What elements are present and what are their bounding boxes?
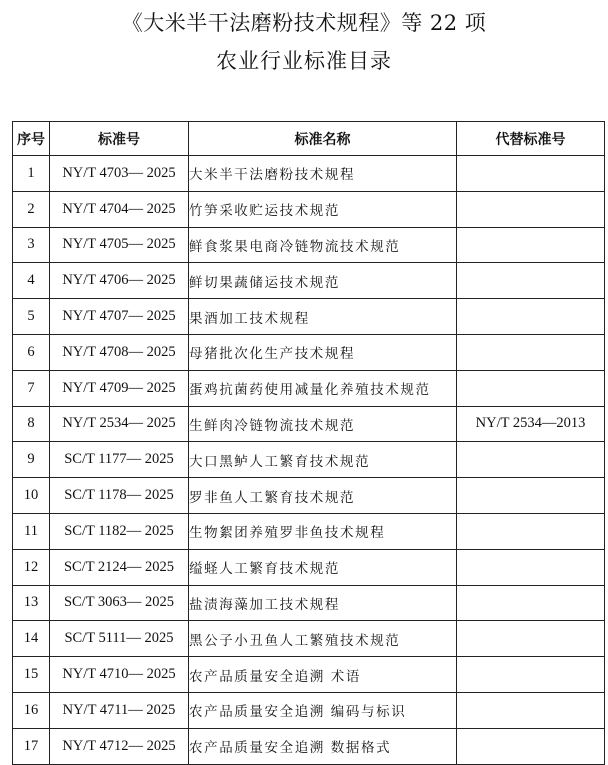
table-row [13, 263, 605, 299]
cell-replaces [457, 549, 605, 585]
cell-replaces [457, 478, 605, 514]
cell-seq: 17 [13, 728, 50, 764]
header-name: 标准名称 [189, 122, 457, 156]
cell-seq: 9 [13, 442, 50, 478]
cell-replaces [457, 728, 605, 764]
cell-name: 生物絮团养殖罗非鱼技术规程 [189, 513, 457, 549]
cell-seq: 2 [13, 191, 50, 227]
cell-name: 果酒加工技术规程 [189, 299, 457, 335]
table-row [13, 227, 605, 263]
cell-replaces [457, 334, 605, 370]
cell-code: SC/T 1178— 2025 [50, 478, 189, 514]
cell-name: 鲜食浆果电商冷链物流技术规范 [189, 227, 457, 263]
cell-code: NY/T 4703— 2025 [50, 156, 189, 192]
cell-name: 蛋鸡抗菌药使用减量化养殖技术规范 [189, 370, 457, 406]
cell-name: 缢蛏人工繁育技术规范 [189, 549, 457, 585]
table-row [13, 370, 605, 406]
cell-code: NY/T 4711— 2025 [50, 692, 189, 728]
table-row [13, 657, 605, 693]
cell-replaces [457, 370, 605, 406]
table-header-row [13, 122, 605, 156]
table-row [13, 728, 605, 764]
cell-seq: 8 [13, 406, 50, 442]
header-seq: 序号 [13, 122, 50, 156]
cell-replaces: NY/T 2534—2013 [457, 406, 605, 442]
cell-name: 竹笋采收贮运技术规范 [189, 191, 457, 227]
table-row [13, 478, 605, 514]
cell-code: NY/T 4705— 2025 [50, 227, 189, 263]
cell-replaces [457, 299, 605, 335]
cell-name: 黑公子小丑鱼人工繁殖技术规范 [189, 621, 457, 657]
cell-replaces [457, 263, 605, 299]
cell-code: SC/T 3063— 2025 [50, 585, 189, 621]
table-row [13, 191, 605, 227]
table-row [13, 585, 605, 621]
table-row [13, 442, 605, 478]
cell-name: 大米半干法磨粉技术规程 [189, 156, 457, 192]
cell-seq: 10 [13, 478, 50, 514]
cell-replaces [457, 657, 605, 693]
header-code: 标准号 [50, 122, 189, 156]
cell-replaces [457, 513, 605, 549]
table-row [13, 513, 605, 549]
cell-seq: 6 [13, 334, 50, 370]
table-row [13, 621, 605, 657]
cell-code: NY/T 4710— 2025 [50, 657, 189, 693]
cell-name: 母猪批次化生产技术规程 [189, 334, 457, 370]
cell-name: 生鲜肉冷链物流技术规范 [189, 406, 457, 442]
cell-code: NY/T 4709— 2025 [50, 370, 189, 406]
table-row [13, 549, 605, 585]
cell-code: SC/T 1177— 2025 [50, 442, 189, 478]
cell-seq: 13 [13, 585, 50, 621]
cell-name: 盐渍海藻加工技术规程 [189, 585, 457, 621]
cell-seq: 15 [13, 657, 50, 693]
cell-replaces [457, 692, 605, 728]
cell-code: NY/T 4706— 2025 [50, 263, 189, 299]
table-row [13, 299, 605, 335]
cell-seq: 11 [13, 513, 50, 549]
cell-code: SC/T 2124— 2025 [50, 549, 189, 585]
cell-code: SC/T 1182— 2025 [50, 513, 189, 549]
table-row [13, 156, 605, 192]
cell-replaces [457, 156, 605, 192]
table-row [13, 334, 605, 370]
cell-name: 农产品质量安全追溯 术语 [189, 657, 457, 693]
title-line-1: 《大米半干法磨粉技术规程》等 22 项 [121, 11, 487, 35]
cell-replaces [457, 621, 605, 657]
cell-seq: 16 [13, 692, 50, 728]
cell-name: 鲜切果蔬储运技术规范 [189, 263, 457, 299]
document-title [0, 8, 608, 76]
cell-replaces [457, 585, 605, 621]
cell-name: 农产品质量安全追溯 编码与标识 [189, 692, 457, 728]
cell-replaces [457, 442, 605, 478]
table-row [13, 406, 605, 442]
cell-seq: 12 [13, 549, 50, 585]
cell-code: SC/T 5111— 2025 [50, 621, 189, 657]
cell-seq: 7 [13, 370, 50, 406]
cell-code: NY/T 2534— 2025 [50, 406, 189, 442]
cell-name: 罗非鱼人工繁育技术规范 [189, 478, 457, 514]
cell-replaces [457, 227, 605, 263]
cell-replaces [457, 191, 605, 227]
cell-seq: 5 [13, 299, 50, 335]
cell-code: NY/T 4712— 2025 [50, 728, 189, 764]
cell-seq: 14 [13, 621, 50, 657]
title-line-2: 农业行业标准目录 [216, 49, 392, 73]
cell-name: 大口黑鲈人工繁育技术规范 [189, 442, 457, 478]
cell-code: NY/T 4704— 2025 [50, 191, 189, 227]
cell-seq: 3 [13, 227, 50, 263]
cell-code: NY/T 4707— 2025 [50, 299, 189, 335]
header-replaces: 代替标准号 [457, 122, 605, 156]
cell-name: 农产品质量安全追溯 数据格式 [189, 728, 457, 764]
cell-code: NY/T 4708— 2025 [50, 334, 189, 370]
standards-table [12, 121, 605, 765]
table-row [13, 692, 605, 728]
cell-seq: 4 [13, 263, 50, 299]
cell-seq: 1 [13, 156, 50, 192]
